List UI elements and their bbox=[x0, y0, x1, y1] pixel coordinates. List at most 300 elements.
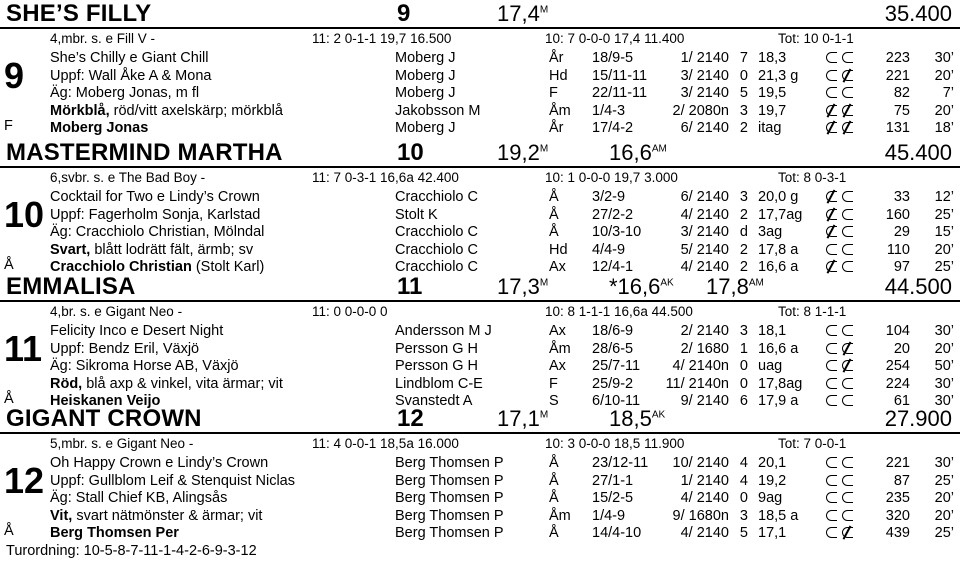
race-pl: 0 bbox=[739, 375, 748, 392]
race-odds: 131 bbox=[885, 120, 910, 136]
race-prize: 25’ bbox=[934, 206, 954, 223]
race-time: 3ag bbox=[758, 224, 783, 240]
race-row bbox=[0, 490, 960, 509]
horse-header bbox=[0, 139, 960, 165]
rear-shoe-icon bbox=[842, 527, 853, 538]
race-odds: 75 bbox=[893, 102, 910, 119]
race-shoes bbox=[826, 120, 858, 136]
race-driver: Stolt K bbox=[395, 206, 438, 223]
race-row bbox=[0, 120, 960, 139]
shoe-letter: F bbox=[4, 118, 13, 134]
front-shoe-icon bbox=[826, 122, 837, 133]
race-time: itag bbox=[758, 120, 782, 136]
race-shoes bbox=[826, 323, 858, 339]
race-shoes bbox=[826, 242, 858, 258]
race-date: 22/11-11 bbox=[592, 85, 648, 101]
pedigree-line: Mörkblå, röd/vitt axelskärp; mörkblå bbox=[50, 102, 283, 119]
race-prize: 20’ bbox=[934, 67, 954, 84]
rear-shoe-icon bbox=[842, 52, 853, 63]
front-shoe-icon bbox=[826, 209, 837, 220]
record-time: $17,3^M$ bbox=[497, 274, 549, 299]
front-shoe-icon bbox=[826, 475, 837, 486]
race-time: 18,3 bbox=[758, 50, 787, 66]
race-driver: Berg Thomsen P bbox=[395, 525, 504, 541]
race-pl: 6 bbox=[739, 393, 748, 409]
race-row bbox=[0, 525, 960, 544]
stat-s11: 11: 4 0-0-1 18,5a 16.000 bbox=[312, 436, 459, 451]
front-shoe-icon bbox=[826, 226, 837, 237]
race-pl: 1 bbox=[739, 340, 748, 357]
race-shoes bbox=[826, 525, 858, 541]
race-driver: Berg Thomsen P bbox=[395, 455, 504, 471]
race-driver: Cracchiolo C bbox=[395, 241, 478, 258]
race-odds: 82 bbox=[893, 85, 910, 101]
rear-shoe-icon bbox=[842, 325, 853, 336]
horse-name: MASTERMIND MARTHA bbox=[6, 139, 283, 166]
race-pl: 2 bbox=[739, 259, 748, 275]
stat-desc: 4,br. s. e Gigant Neo - bbox=[50, 304, 183, 319]
rear-shoe-icon bbox=[842, 191, 853, 202]
race-shoes bbox=[826, 50, 858, 66]
header-rule bbox=[0, 27, 960, 29]
race-track: Å bbox=[549, 224, 559, 240]
race-prize: 30’ bbox=[934, 393, 954, 409]
race-driver: Berg Thomsen P bbox=[395, 472, 504, 489]
race-row bbox=[0, 473, 960, 492]
race-track: Hd bbox=[549, 241, 568, 258]
race-dist: 2/ 2080n bbox=[672, 102, 729, 119]
pedigree-line: Uppf: Gullblom Leif & Stenquist Niclas bbox=[50, 472, 295, 489]
race-date: 18/9-5 bbox=[592, 50, 634, 66]
horse-header bbox=[0, 273, 960, 299]
rear-shoe-icon bbox=[842, 510, 853, 521]
rear-shoe-icon bbox=[842, 343, 853, 354]
race-date: 23/12-11 bbox=[592, 455, 649, 471]
race-odds: 160 bbox=[885, 206, 910, 223]
race-track: Å bbox=[549, 189, 559, 205]
stat-desc: 4,mbr. s. e Fill V - bbox=[50, 31, 156, 46]
race-driver: Persson G H bbox=[395, 358, 478, 374]
race-shoes bbox=[826, 358, 858, 374]
race-prize: 30’ bbox=[934, 50, 954, 66]
race-dist: 6/ 2140 bbox=[680, 120, 729, 136]
front-shoe-icon bbox=[826, 360, 837, 371]
race-dist: 5/ 2140 bbox=[680, 241, 729, 258]
front-shoe-icon bbox=[826, 105, 837, 116]
race-pl: 3 bbox=[739, 189, 748, 205]
front-shoe-icon bbox=[826, 527, 837, 538]
stat-s10: 10: 7 0-0-0 17,4 11.400 bbox=[545, 31, 685, 46]
total-earnings: 44.500 bbox=[884, 274, 952, 299]
race-driver: Andersson M J bbox=[395, 323, 492, 339]
race-track: Å bbox=[549, 206, 559, 223]
race-dist: 4/ 2140n bbox=[672, 358, 729, 374]
total-earnings: 27.900 bbox=[884, 406, 952, 431]
race-date: 3/2-9 bbox=[592, 189, 626, 205]
header-rule bbox=[0, 300, 960, 302]
race-time: uag bbox=[758, 358, 783, 374]
race-dist: 4/ 2140 bbox=[680, 490, 729, 506]
rear-shoe-icon bbox=[842, 122, 853, 133]
race-pl: 2 bbox=[739, 120, 748, 136]
race-dist: 4/ 2140 bbox=[680, 206, 729, 223]
front-shoe-icon bbox=[826, 457, 837, 468]
race-date: 10/3-10 bbox=[592, 224, 642, 240]
race-odds: 104 bbox=[885, 323, 910, 339]
race-dist: 3/ 2140 bbox=[680, 85, 729, 101]
race-row bbox=[0, 376, 960, 395]
rear-shoe-icon bbox=[842, 87, 853, 98]
race-dist: 11/ 2140n bbox=[665, 375, 729, 392]
horse-name: SHE’S FILLY bbox=[6, 0, 152, 27]
rear-shoe-icon bbox=[842, 261, 853, 272]
race-pl: 0 bbox=[739, 490, 748, 506]
stat-s11: 11: 7 0-3-1 16,6a 42.400 bbox=[312, 170, 459, 185]
rear-shoe-icon bbox=[842, 244, 853, 255]
race-track: F bbox=[549, 375, 558, 392]
pedigree-line: Äg: Stall Chief KB, Alingsås bbox=[50, 490, 228, 506]
race-pl: 3 bbox=[739, 102, 748, 119]
race-prize: 20’ bbox=[934, 340, 954, 357]
race-track: Å bbox=[549, 472, 559, 489]
race-driver: Jakobsson M bbox=[395, 102, 481, 119]
race-time: 17,9 a bbox=[758, 393, 799, 409]
race-date: 4/4-9 bbox=[592, 241, 626, 258]
race-odds: 320 bbox=[885, 507, 910, 524]
rear-shoe-icon bbox=[842, 378, 853, 389]
horse-number: 9 bbox=[397, 0, 411, 27]
race-prize: 7’ bbox=[942, 85, 954, 101]
race-pl: 4 bbox=[739, 472, 748, 489]
rear-shoe-icon bbox=[842, 226, 853, 237]
stat-s11: 11: 0 0-0-0 0 bbox=[312, 304, 388, 319]
race-track: År bbox=[549, 120, 564, 136]
stat-s10: 10: 3 0-0-0 18,5 11.900 bbox=[545, 436, 685, 451]
pedigree-line: Uppf: Fagerholm Sonja, Karlstad bbox=[50, 206, 261, 223]
race-pl: d bbox=[739, 224, 748, 240]
start-number: 11 bbox=[4, 328, 43, 369]
stat-tot: Tot: 7 0-0-1 bbox=[778, 436, 847, 451]
race-shoes bbox=[826, 85, 858, 101]
record-time-2: $16,6^{AM}$ bbox=[609, 140, 667, 165]
horse-number: 10 bbox=[397, 139, 424, 166]
front-shoe-icon bbox=[826, 261, 837, 272]
shoe-letter: Å bbox=[4, 257, 14, 273]
race-track: Åm bbox=[549, 102, 571, 119]
race-pl: 0 bbox=[739, 358, 748, 374]
race-track: Ax bbox=[549, 259, 566, 275]
header-rule bbox=[0, 432, 960, 434]
race-shoes bbox=[826, 189, 858, 205]
race-time: 19,5 bbox=[758, 85, 787, 101]
stats-line bbox=[0, 31, 960, 48]
race-shoes bbox=[826, 473, 858, 489]
rear-shoe-icon bbox=[842, 360, 853, 371]
race-driver: Cracchiolo C bbox=[395, 224, 478, 240]
front-shoe-icon bbox=[826, 87, 837, 98]
race-row bbox=[0, 207, 960, 226]
header-rule bbox=[0, 166, 960, 168]
stat-s10: 10: 1 0-0-0 19,7 3.000 bbox=[545, 170, 678, 185]
race-date: 27/1-1 bbox=[592, 472, 634, 489]
race-pl: 4 bbox=[739, 455, 748, 471]
rear-shoe-icon bbox=[842, 457, 853, 468]
horse-number: 12 bbox=[397, 405, 424, 432]
start-number: 12 bbox=[4, 460, 45, 501]
race-pl: 0 bbox=[739, 67, 748, 84]
race-row bbox=[0, 85, 960, 104]
race-driver: Svanstedt A bbox=[395, 393, 473, 409]
race-prize: 50’ bbox=[934, 358, 954, 374]
race-row bbox=[0, 68, 960, 87]
race-odds: 223 bbox=[885, 50, 910, 66]
race-shoes bbox=[826, 490, 858, 506]
front-shoe-icon bbox=[826, 244, 837, 255]
horse-header bbox=[0, 0, 960, 26]
race-prize: 25’ bbox=[934, 525, 954, 541]
race-pl: 5 bbox=[739, 85, 748, 101]
race-date: 27/2-2 bbox=[592, 206, 634, 223]
race-track: Hd bbox=[549, 67, 568, 84]
race-track: År bbox=[549, 50, 564, 66]
race-prize: 12’ bbox=[934, 189, 954, 205]
race-time: 16,6 a bbox=[758, 340, 799, 357]
start-number: 9 bbox=[4, 55, 25, 96]
race-date: 25/9-2 bbox=[592, 375, 634, 392]
race-time: 21,3 g bbox=[758, 67, 799, 84]
front-shoe-icon bbox=[826, 191, 837, 202]
race-pl: 2 bbox=[739, 206, 748, 223]
race-time: 16,6 a bbox=[758, 259, 799, 275]
stats-line bbox=[0, 304, 960, 321]
rear-shoe-icon bbox=[842, 209, 853, 220]
race-prize: 20’ bbox=[934, 102, 954, 119]
race-dist: 1/ 2140 bbox=[680, 472, 729, 489]
front-shoe-icon bbox=[826, 492, 837, 503]
stat-tot: Tot: 8 0-3-1 bbox=[778, 170, 847, 185]
rear-shoe-icon bbox=[842, 492, 853, 503]
race-dist: 4/ 2140 bbox=[680, 525, 729, 541]
race-track: Åm bbox=[549, 507, 571, 524]
race-date: 15/2-5 bbox=[592, 490, 634, 506]
race-dist: 3/ 2140 bbox=[680, 224, 729, 240]
stat-s11: 11: 2 0-1-1 19,7 16.500 bbox=[312, 31, 452, 46]
stat-s10: 10: 8 1-1-1 16,6a 44.500 bbox=[545, 304, 693, 319]
driver-name: Moberg Jonas bbox=[50, 120, 149, 136]
pedigree-line: Röd, blå axp & vinkel, vita ärmar; vit bbox=[50, 375, 283, 392]
race-row bbox=[0, 323, 960, 342]
race-prize: 18’ bbox=[934, 120, 954, 136]
race-shoes bbox=[826, 207, 858, 223]
pedigree-line: Uppf: Wall Åke A & Mona bbox=[50, 67, 212, 84]
record-time-2: $18,5^{AK}$ bbox=[609, 406, 666, 431]
race-row bbox=[0, 341, 960, 360]
race-odds: 61 bbox=[893, 393, 910, 409]
race-prize: 30’ bbox=[934, 455, 954, 471]
race-driver: Moberg J bbox=[395, 50, 456, 66]
rear-shoe-icon bbox=[842, 105, 853, 116]
race-prize: 30’ bbox=[934, 323, 954, 339]
race-date: 18/6-9 bbox=[592, 323, 634, 339]
race-shoes bbox=[826, 508, 858, 524]
record-time-2: $*16,6^{AK}$ bbox=[609, 274, 674, 299]
race-shoes bbox=[826, 68, 858, 84]
race-shoes bbox=[826, 103, 858, 119]
race-track: S bbox=[549, 393, 559, 409]
record-time: $17,1^M$ bbox=[497, 406, 549, 431]
race-dist: 10/ 2140 bbox=[672, 455, 729, 471]
pedigree-line: Svart, blått lodrätt fält, ärmb; sv bbox=[50, 241, 254, 258]
race-driver: Berg Thomsen P bbox=[395, 490, 504, 506]
shoe-letter: Å bbox=[4, 391, 14, 407]
race-row bbox=[0, 50, 960, 69]
race-row bbox=[0, 508, 960, 527]
race-prize: 15’ bbox=[934, 224, 954, 240]
race-time: 17,7ag bbox=[758, 206, 803, 223]
total-earnings: 35.400 bbox=[884, 1, 952, 26]
pedigree-line: Äg: Sikroma Horse AB, Växjö bbox=[50, 358, 239, 374]
race-track: F bbox=[549, 85, 558, 101]
race-driver: Moberg J bbox=[395, 67, 456, 84]
shoe-letter: Å bbox=[4, 523, 14, 539]
stats-line bbox=[0, 436, 960, 453]
front-shoe-icon bbox=[826, 378, 837, 389]
race-pl: 2 bbox=[739, 241, 748, 258]
pedigree-line: Äg: Moberg Jonas, m fl bbox=[50, 85, 200, 101]
front-shoe-icon bbox=[826, 70, 837, 81]
race-shoes bbox=[826, 455, 858, 471]
race-time: 17,8 a bbox=[758, 241, 799, 258]
horse-header bbox=[0, 405, 960, 431]
stats-line bbox=[0, 170, 960, 187]
race-driver: Moberg J bbox=[395, 120, 456, 136]
race-dist: 9/ 1680n bbox=[672, 507, 729, 524]
race-pl: 3 bbox=[739, 323, 748, 339]
race-track: Å bbox=[549, 490, 559, 506]
race-driver: Berg Thomsen P bbox=[395, 507, 504, 524]
pedigree-line: Äg: Cracchiolo Christian, Mölndal bbox=[50, 224, 265, 240]
race-prize: 20’ bbox=[934, 490, 954, 506]
race-odds: 97 bbox=[893, 259, 910, 275]
stat-tot: Tot: 8 1-1-1 bbox=[778, 304, 847, 319]
race-date: 1/4-9 bbox=[592, 507, 626, 524]
race-shoes bbox=[826, 341, 858, 357]
stat-desc: 5,mbr. s. e Gigant Neo - bbox=[50, 436, 194, 451]
pedigree-line: Cocktail for Two e Lindy’s Crown bbox=[50, 189, 260, 205]
race-pl: 7 bbox=[739, 50, 748, 66]
race-row bbox=[0, 189, 960, 208]
race-odds: 20 bbox=[893, 340, 910, 357]
race-row bbox=[0, 242, 960, 261]
race-pl: 3 bbox=[739, 507, 748, 524]
pedigree-line: Vit, svart nätmönster & ärmar; vit bbox=[50, 507, 263, 524]
race-track: Ax bbox=[549, 323, 566, 339]
race-dist: 6/ 2140 bbox=[680, 189, 729, 205]
race-time: 9ag bbox=[758, 490, 783, 506]
pedigree-line: Felicity Inco e Desert Night bbox=[50, 323, 224, 339]
turordning: Turordning: 10-5-8-7-11-1-4-2-6-9-3-12 bbox=[6, 543, 257, 559]
race-prize: 20’ bbox=[934, 507, 954, 524]
horse-name: EMMALISA bbox=[6, 273, 136, 300]
stat-tot: Tot: 10 0-1-1 bbox=[778, 31, 854, 46]
race-date: 25/7-11 bbox=[592, 358, 641, 374]
total-earnings: 45.400 bbox=[884, 140, 952, 165]
race-time: 17,1 bbox=[758, 525, 787, 541]
race-date: 12/4-1 bbox=[592, 259, 634, 275]
race-date: 15/11-11 bbox=[592, 67, 648, 84]
race-driver: Moberg J bbox=[395, 85, 456, 101]
stat-desc: 6,svbr. s. e The Bad Boy - bbox=[50, 170, 206, 185]
race-time: 18,1 bbox=[758, 323, 787, 339]
driver-name: Berg Thomsen Per bbox=[50, 525, 179, 541]
race-odds: 87 bbox=[893, 472, 910, 489]
race-odds: 439 bbox=[885, 525, 910, 541]
race-odds: 110 bbox=[886, 241, 910, 258]
race-time: 20,0 g bbox=[758, 189, 799, 205]
race-odds: 29 bbox=[893, 224, 910, 240]
race-prize: 25’ bbox=[934, 472, 954, 489]
race-driver: Cracchiolo C bbox=[395, 259, 478, 275]
race-prize: 20’ bbox=[934, 241, 954, 258]
race-dist: 3/ 2140 bbox=[680, 67, 729, 84]
race-shoes bbox=[826, 376, 858, 392]
race-odds: 235 bbox=[885, 490, 910, 506]
race-dist: 2/ 2140 bbox=[680, 323, 729, 339]
front-shoe-icon bbox=[826, 343, 837, 354]
rear-shoe-icon bbox=[842, 475, 853, 486]
record-time: $19,2^M$ bbox=[497, 140, 549, 165]
race-dist: 1/ 2140 bbox=[680, 50, 729, 66]
record-time: $17,4^M$ bbox=[497, 1, 549, 26]
record-time-3: $17,8^{AM}$ bbox=[706, 274, 764, 299]
race-time: 18,5 a bbox=[758, 507, 799, 524]
race-prize: 30’ bbox=[934, 375, 954, 392]
race-track: Å bbox=[549, 455, 559, 471]
race-date: 6/10-11 bbox=[592, 393, 641, 409]
pedigree-line: Oh Happy Crown e Lindy’s Crown bbox=[50, 455, 269, 471]
race-dist: 4/ 2140 bbox=[680, 259, 729, 275]
race-row bbox=[0, 224, 960, 243]
race-odds: 254 bbox=[885, 358, 910, 374]
race-date: 28/6-5 bbox=[592, 340, 634, 357]
race-track: Ax bbox=[549, 358, 566, 374]
front-shoe-icon bbox=[826, 510, 837, 521]
race-prize: 25’ bbox=[934, 259, 954, 275]
race-row bbox=[0, 358, 960, 377]
race-date: 17/4-2 bbox=[592, 120, 634, 136]
race-track: Åm bbox=[549, 340, 571, 357]
rear-shoe-icon bbox=[842, 70, 853, 81]
front-shoe-icon bbox=[826, 325, 837, 336]
start-number: 10 bbox=[4, 194, 45, 235]
race-odds: 221 bbox=[885, 67, 910, 84]
race-shoes bbox=[826, 224, 858, 240]
front-shoe-icon bbox=[826, 52, 837, 63]
race-date: 1/4-3 bbox=[592, 102, 626, 119]
race-time: 19,7 bbox=[758, 102, 787, 119]
driver-name: Heiskanen Veijo bbox=[50, 393, 161, 409]
horse-number: 11 bbox=[397, 273, 423, 300]
race-odds: 33 bbox=[893, 189, 910, 205]
pedigree-line: Uppf: Bendz Eril, Växjö bbox=[50, 340, 200, 357]
race-dist: 9/ 2140 bbox=[680, 393, 729, 409]
horse-name: GIGANT CROWN bbox=[6, 405, 202, 432]
race-odds: 224 bbox=[885, 375, 910, 392]
race-driver: Persson G H bbox=[395, 340, 478, 357]
race-driver: Cracchiolo C bbox=[395, 189, 478, 205]
race-date: 14/4-10 bbox=[592, 525, 642, 541]
race-odds: 221 bbox=[885, 455, 910, 471]
